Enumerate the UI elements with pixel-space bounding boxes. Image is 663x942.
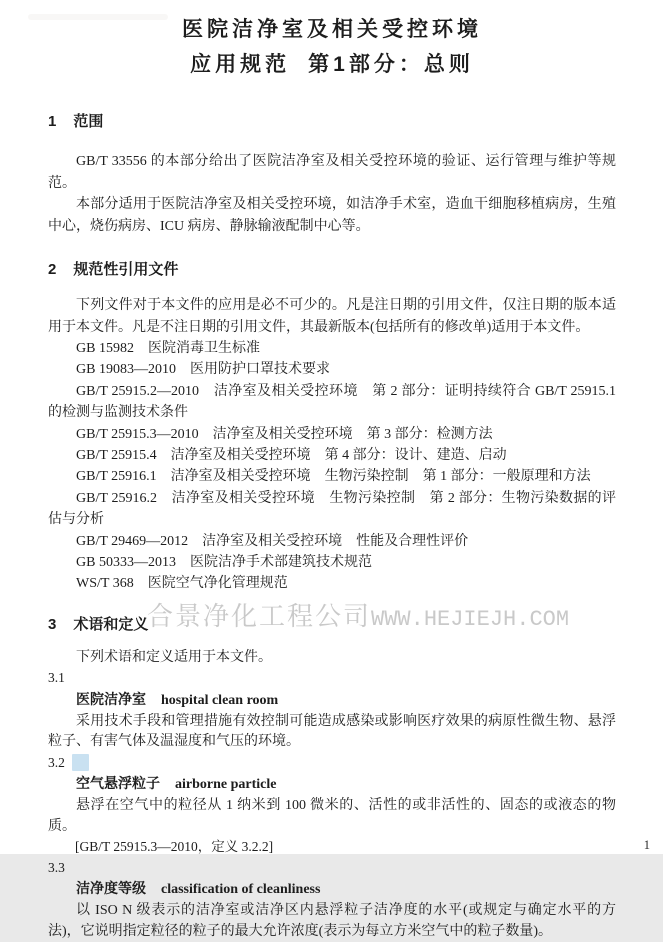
term-definition: 悬浮在空气中的粒径从 1 纳米到 100 微米的、活性的或非活性的、固态的或液态的物质。 xyxy=(48,798,616,834)
term-chinese: 空气悬浮粒子 xyxy=(76,775,160,792)
section-number: 3 xyxy=(48,615,57,633)
section-heading-scope xyxy=(48,112,616,132)
watermark-logo-icon xyxy=(72,754,89,771)
term-definition: 以 ISO N 级表示的洁净室或洁净区内悬浮粒子洁净度的水平(或规定与确定水平的方法)，它说明指定粒径的粒子的最大允许浓度(表示为每立方米空气中的粒子数量)。 xyxy=(48,903,616,939)
section-heading-terms xyxy=(48,601,616,635)
term-title-row xyxy=(48,878,616,901)
reference-item: GB 50333—2013 医院洁净手术部建筑技术规范 xyxy=(76,555,372,571)
references-list xyxy=(48,338,616,595)
watermark-url-text: WWW.HEJIEJH.COM xyxy=(371,606,570,632)
document-title-line1: 医院洁净室及相关受控环境 xyxy=(182,18,482,41)
company-watermark xyxy=(147,601,570,632)
document-title-series: 应用规范 xyxy=(190,53,291,76)
document-title-part: 第1部分：总则 xyxy=(308,53,474,76)
reference-item: GB 19083—2010 医用防护口罩技术要求 xyxy=(76,362,330,378)
term-number: 3.3 xyxy=(48,859,65,875)
section-title: 范围 xyxy=(73,113,104,130)
term-source-reference: [GB/T 25915.3—2010，定义 3.2.2] xyxy=(75,839,274,855)
term-english: hospital clean room xyxy=(161,693,279,709)
section-heading-references xyxy=(48,260,616,280)
reference-item: GB 15982 医院消毒卫生标准 xyxy=(76,341,260,356)
term-definition: 采用技术手段和管理措施有效控制可能造成感染或影响医疗效果的病原性微生物、悬浮粒子、有害气体及温湿度和气压的环境。 xyxy=(48,713,616,750)
term-english: airborne particle xyxy=(175,777,277,793)
reference-item: GB/T 25915.3—2010 洁净室及相关受控环境 第 3 部分：检测方法 xyxy=(76,426,493,442)
watermark-chinese-text: 合景净化工程公司 xyxy=(147,601,372,631)
term-number: 3.2 xyxy=(48,754,65,770)
references-intro: 下列文件对于本文件的应用是必不可少的。凡是注日期的引用文件，仅注日期的版本适用于本文件。凡是不注日期的引用文件，其最新版本(包括所有的修改单)适用于本文件。 xyxy=(48,298,616,335)
term-block xyxy=(48,668,616,752)
terms-section-body xyxy=(48,648,616,942)
term-number-row xyxy=(48,753,616,774)
scope-paragraph-2: 本部分适用于医院洁净室及相关受控环境，如洁净手术室，造血干细胞移植病房，生殖中心，烧伤病房、ICU 病房、静脉输液配制中心等。 xyxy=(48,197,616,234)
reference-item: GB/T 25915.4 洁净室及相关受控环境 第 4 部分：设计、建造、启动 xyxy=(76,448,507,464)
section-number: 2 xyxy=(48,261,57,278)
term-block xyxy=(48,753,616,858)
term-chinese: 洁净度等级 xyxy=(76,880,146,897)
term-english: classification of cleanliness xyxy=(161,882,321,898)
term-title-row xyxy=(48,689,616,712)
reference-item: GB/T 25916.1 洁净室及相关受控环境 生物污染控制 第 1 部分：一般原理和方法 xyxy=(76,469,591,485)
terms-intro: 下列术语和定义适用于本文件。 xyxy=(76,649,272,665)
term-chinese: 医院洁净室 xyxy=(76,691,146,708)
scope-paragraph-1: GB/T 33556 的本部分给出了医院洁净室及相关受控环境的验证、运行管理与维护等规范。 xyxy=(48,154,616,191)
reference-item: GB/T 25915.2—2010 洁净室及相关受控环境 第 2 部分：证明持续符合 GB/T 25915.1 的检测与监测技术条件 xyxy=(48,383,616,421)
section-number: 1 xyxy=(48,113,57,130)
section-title: 规范性引用文件 xyxy=(73,261,179,278)
document-title xyxy=(48,16,616,79)
term-block xyxy=(48,858,616,942)
document-title-line2 xyxy=(48,51,616,79)
section-title: 术语和定义 xyxy=(73,615,149,633)
reference-item: WS/T 368 医院空气净化管理规范 xyxy=(76,576,288,592)
page-number: 1 xyxy=(643,838,650,852)
reference-item: GB/T 25916.2 洁净室及相关受控环境 生物污染控制 第 2 部分：生物污染数据的评估与分析 xyxy=(48,490,616,528)
term-title-row xyxy=(48,773,616,796)
reference-item: GB/T 29469—2012 洁净室及相关受控环境 性能及合理性评价 xyxy=(76,533,469,549)
term-number: 3.1 xyxy=(48,670,65,686)
